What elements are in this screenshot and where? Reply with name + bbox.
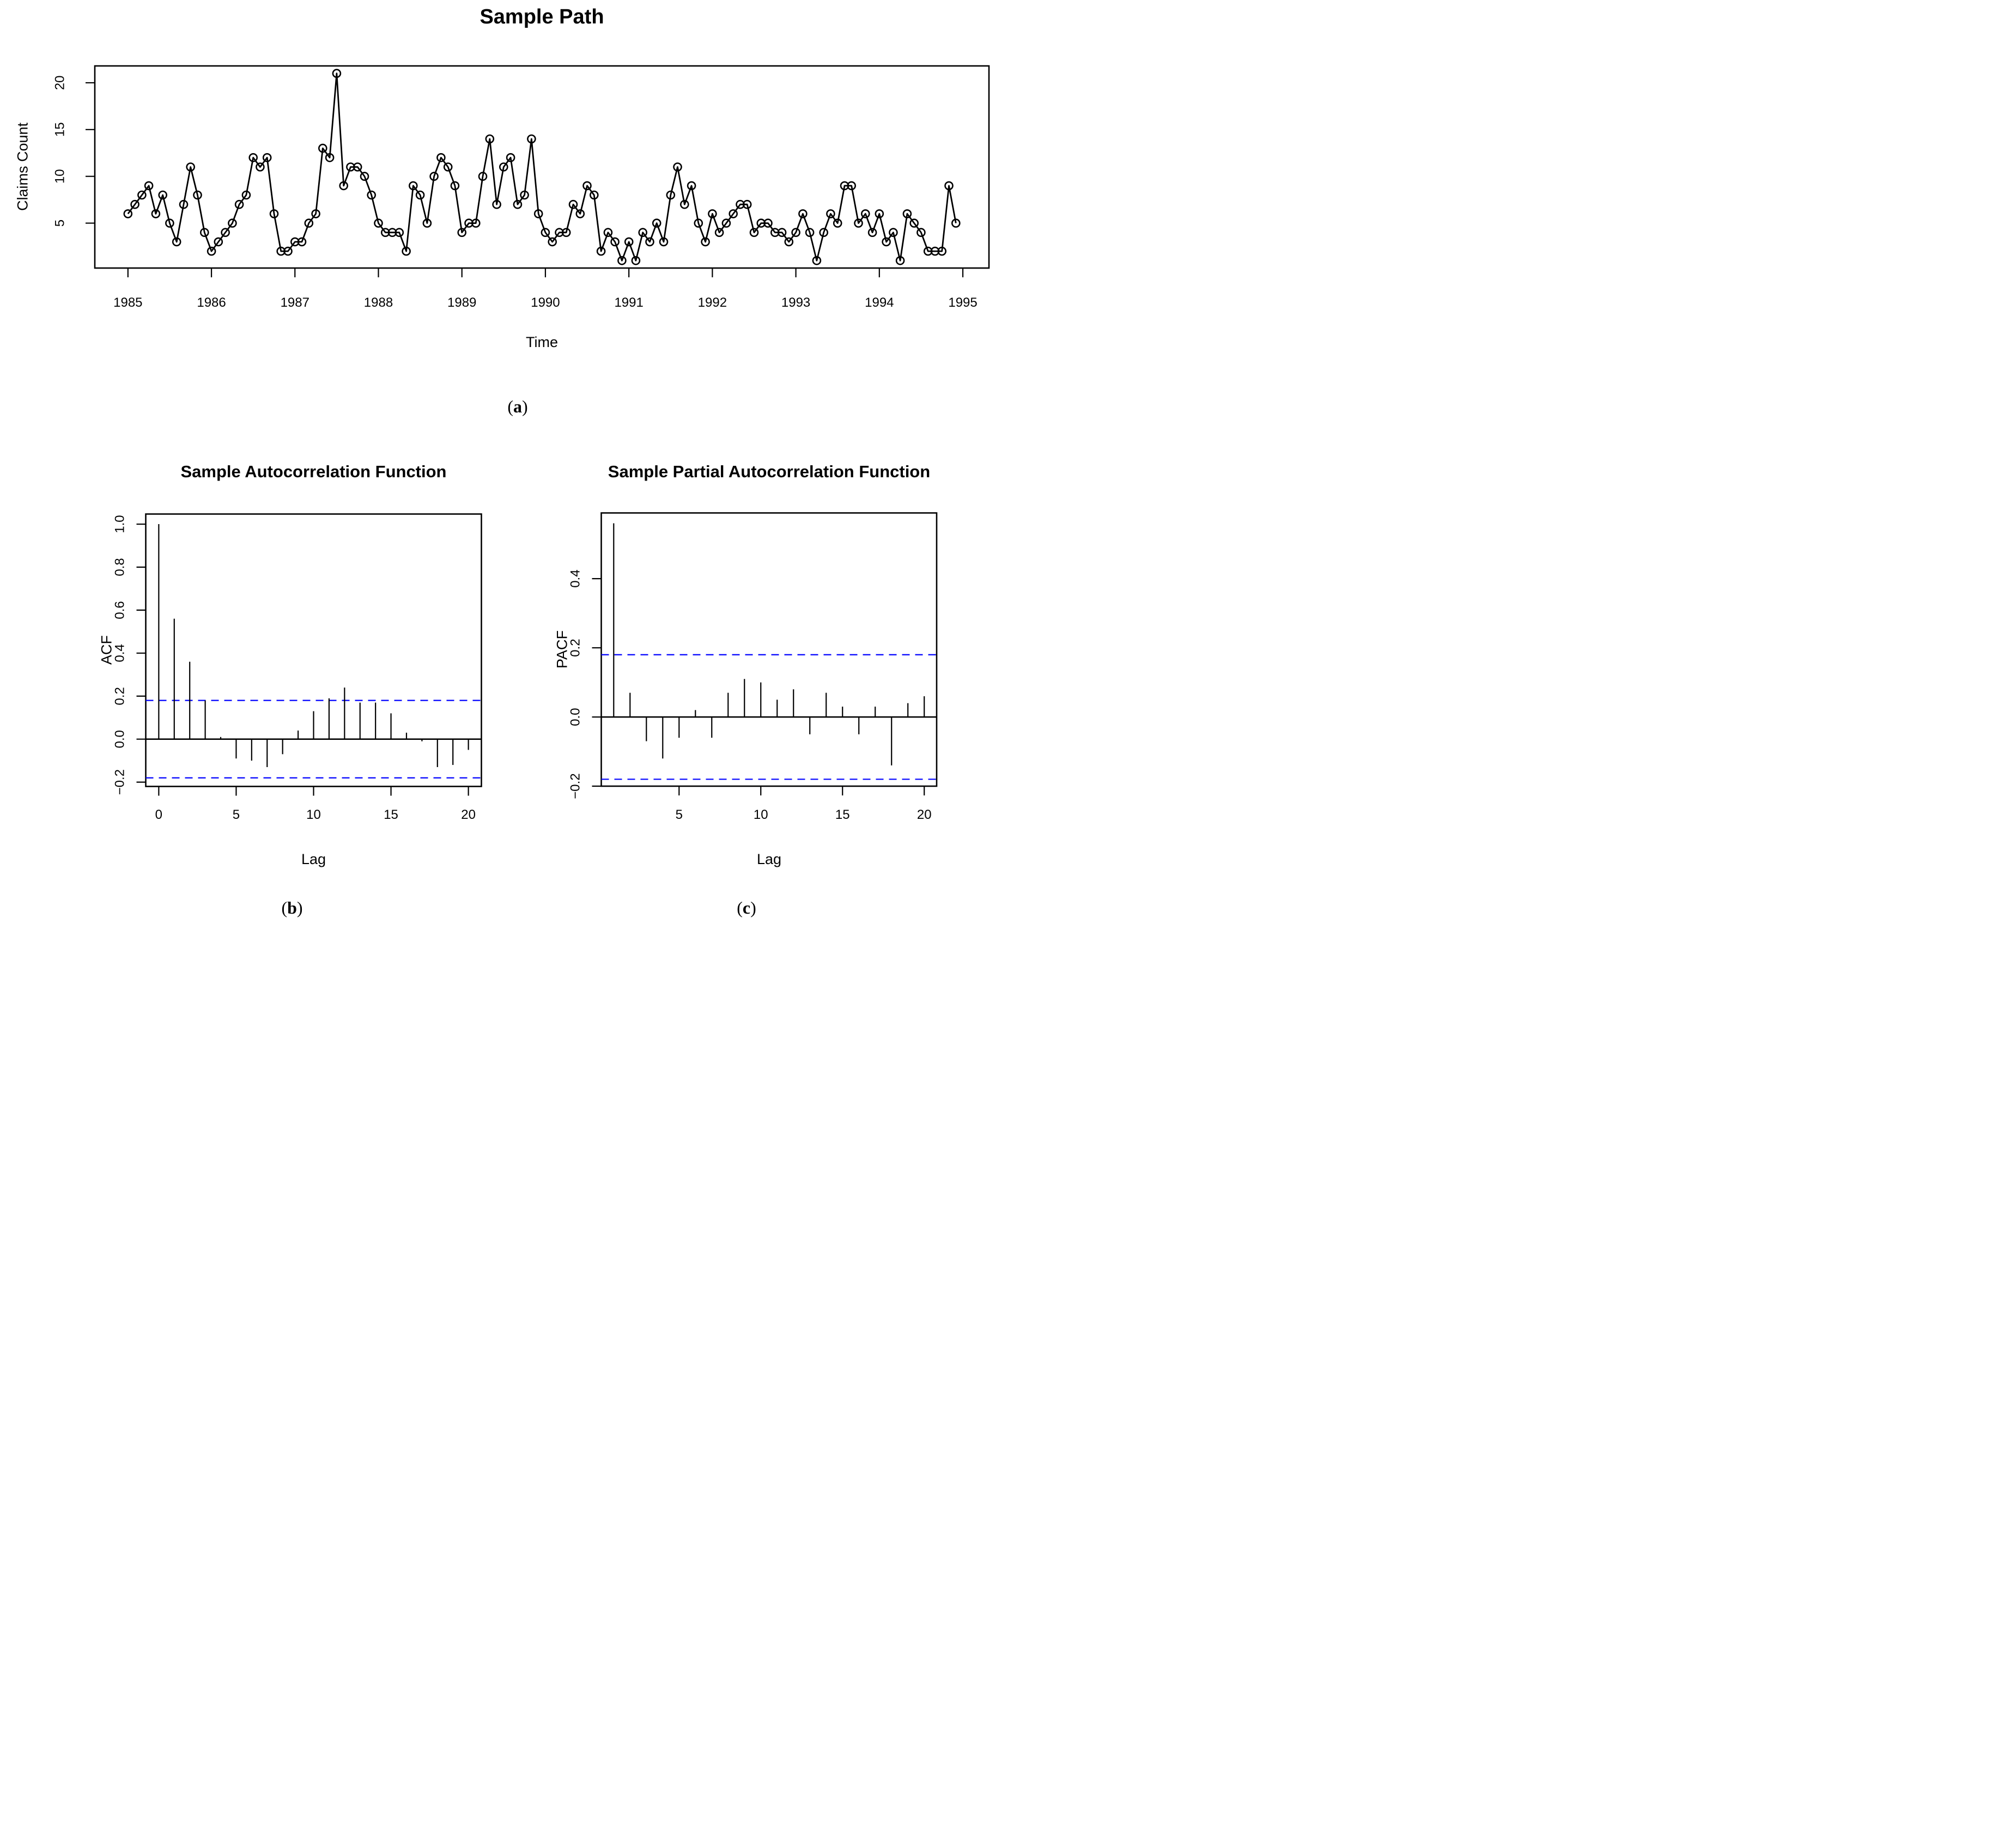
svg-text:1992: 1992 xyxy=(697,295,727,310)
pacf-y-axis xyxy=(568,569,601,799)
svg-text:10: 10 xyxy=(52,169,68,184)
claims-count-axis-label: Claims Count xyxy=(14,122,31,211)
svg-text:15: 15 xyxy=(52,122,68,137)
acf-content xyxy=(146,524,482,778)
caption-b-letter: b xyxy=(287,898,297,917)
svg-text:20: 20 xyxy=(916,807,932,822)
svg-text:0.2: 0.2 xyxy=(568,639,583,657)
caption-a-letter: a xyxy=(513,397,522,416)
svg-text:0.2: 0.2 xyxy=(112,687,128,706)
svg-text:1990: 1990 xyxy=(531,295,560,310)
pacf-lag-axis-label: Lag xyxy=(756,851,782,867)
svg-text:5: 5 xyxy=(52,219,68,227)
svg-text:0.6: 0.6 xyxy=(112,601,128,619)
svg-text:1993: 1993 xyxy=(781,295,811,310)
svg-text:20: 20 xyxy=(52,75,68,90)
svg-text:1991: 1991 xyxy=(614,295,644,310)
svg-text:20: 20 xyxy=(461,807,476,822)
pacf-axis-label: PACF xyxy=(554,630,570,669)
acf-x-axis xyxy=(155,787,476,823)
acf-y-axis xyxy=(112,515,145,795)
caption-a-paren-open: ( xyxy=(507,397,513,416)
sample-path-x-axis xyxy=(113,268,978,310)
svg-text:0: 0 xyxy=(155,807,163,822)
svg-text:10: 10 xyxy=(306,807,321,822)
svg-text:0.4: 0.4 xyxy=(112,644,128,662)
caption-c-paren-close: ) xyxy=(750,898,756,917)
svg-text:15: 15 xyxy=(384,807,398,822)
sample-path-y-axis xyxy=(52,76,95,227)
pacf-frame xyxy=(602,513,937,787)
svg-text:1994: 1994 xyxy=(865,295,894,310)
caption-b-paren-open: ( xyxy=(281,898,288,917)
svg-text:10: 10 xyxy=(753,807,768,822)
caption-c-letter: c xyxy=(742,898,751,917)
panel-caption-c xyxy=(665,898,828,918)
sample-path-series xyxy=(124,70,960,265)
figure xyxy=(0,0,1001,924)
svg-text:−0.2: −0.2 xyxy=(568,773,583,799)
acf-title: Sample Autocorrelation Function xyxy=(180,462,447,481)
pacf-content xyxy=(602,524,937,780)
svg-text:1989: 1989 xyxy=(447,295,477,310)
svg-text:−0.2: −0.2 xyxy=(112,769,128,795)
svg-text:15: 15 xyxy=(835,807,850,822)
svg-text:1986: 1986 xyxy=(197,295,226,310)
caption-c-paren-open: ( xyxy=(737,898,743,917)
pacf-title: Sample Partial Autocorrelation Function xyxy=(608,462,931,481)
acf-lag-axis-label: Lag xyxy=(301,851,326,867)
svg-text:1985: 1985 xyxy=(113,295,143,310)
svg-text:1987: 1987 xyxy=(280,295,309,310)
acf-frame xyxy=(146,514,482,787)
svg-text:5: 5 xyxy=(675,807,683,822)
panel-caption-b xyxy=(210,898,374,918)
caption-b-paren-close: ) xyxy=(296,898,303,917)
acf-axis-label: ACF xyxy=(98,635,115,665)
svg-text:1995: 1995 xyxy=(948,295,978,310)
svg-text:0.0: 0.0 xyxy=(112,730,128,749)
sample-path-title: Sample Path xyxy=(479,5,604,28)
pacf-x-axis xyxy=(676,786,932,822)
svg-text:5: 5 xyxy=(232,807,240,822)
caption-a-paren-close: ) xyxy=(522,397,528,416)
sample-path-frame xyxy=(95,66,989,268)
svg-text:1988: 1988 xyxy=(363,295,393,310)
svg-text:1.0: 1.0 xyxy=(112,515,128,533)
svg-text:0.0: 0.0 xyxy=(568,708,583,726)
svg-text:0.8: 0.8 xyxy=(112,558,128,576)
time-axis-label: Time xyxy=(526,334,558,350)
svg-text:0.4: 0.4 xyxy=(568,569,583,588)
panel-caption-a xyxy=(436,397,599,417)
